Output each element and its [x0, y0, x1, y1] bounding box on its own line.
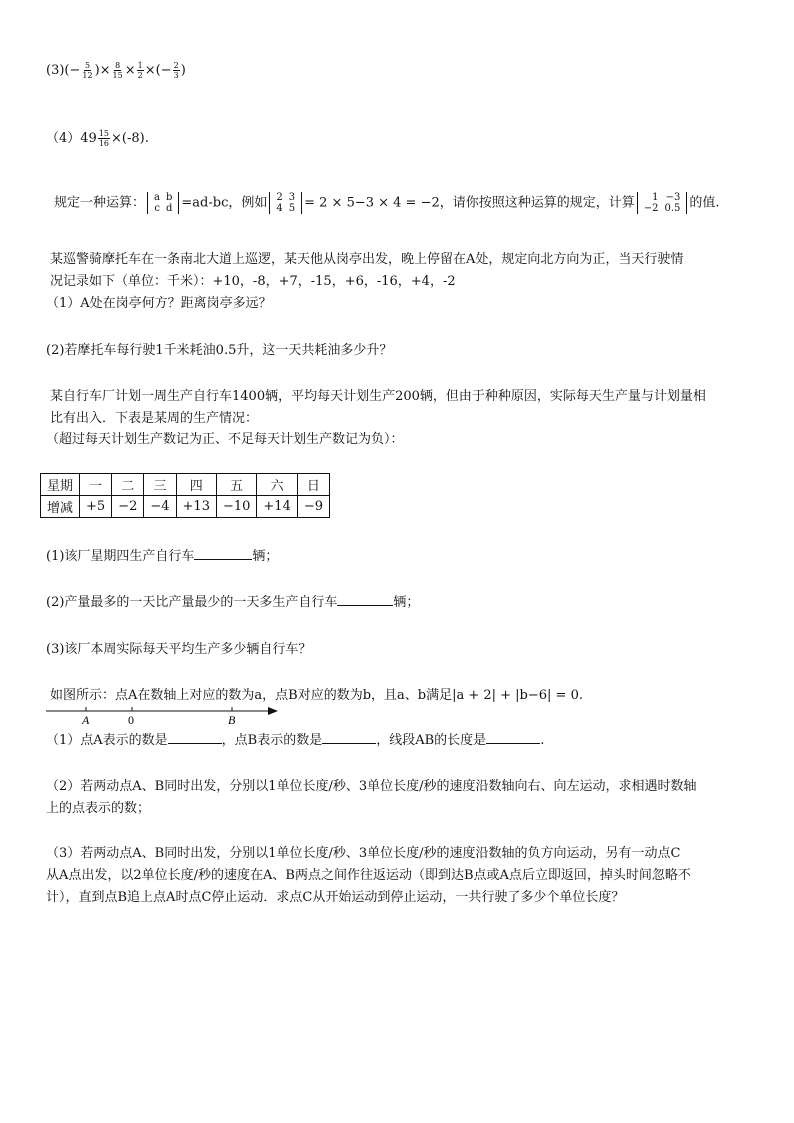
bike-question-1: (1)该厂星期四生产自行车 辆； — [46, 546, 748, 568]
table-cell: 六 — [257, 474, 297, 496]
label-origin: 0 — [128, 713, 134, 727]
question-3-expression — [46, 60, 748, 82]
table-cell: 五 — [216, 474, 256, 496]
numberline-q2-line-1: （2）若两动点A、B同时出发，分别以1单位长度/秒、3单位长度/秒的速度沿数轴向右、向左运动，求相遇时数轴 — [46, 779, 697, 794]
problem-text: 的值. — [689, 195, 720, 211]
answer-blank[interactable] — [194, 546, 252, 560]
table-cell: 增减 — [41, 496, 80, 518]
problem-text: =ad-bc，例如 — [181, 195, 268, 211]
answer-blank[interactable] — [337, 592, 393, 606]
answer-blank[interactable] — [486, 730, 540, 744]
table-cell: +5 — [80, 496, 112, 518]
answer-blank[interactable] — [322, 730, 376, 744]
problem-text: 规定一种运算： — [54, 195, 146, 211]
fraction: $\frac{2}{3}$ — [173, 61, 179, 80]
label-b: B — [228, 713, 236, 727]
determinant-question: 1 −2 −3 0.5 — [637, 192, 688, 214]
determinant-problem — [54, 192, 748, 215]
answer-blank[interactable] — [168, 730, 222, 744]
question-4-expression — [46, 128, 748, 150]
patrol-line-2: 况记录如下（单位：千米）：+10，-8，+7，-15，+6，-16，+4，-2 — [50, 274, 456, 289]
expr-text: )× — [94, 63, 111, 78]
label-a: A — [82, 713, 90, 727]
numberline-q2-line-2: 上的点表示的数； — [46, 801, 151, 816]
fraction: $\frac{8}{15}$ — [112, 61, 123, 80]
table-cell: −4 — [144, 496, 176, 518]
bike-line-1: 某自行车厂计划一周生产自行车1400辆，平均每天计划生产200辆，但由于种种原因，实际每天生产量与计划量相 — [50, 389, 706, 404]
table-cell: −9 — [297, 496, 329, 518]
bike-question-3: (3)该厂本周实际每天平均生产多少辆自行车？ — [46, 642, 312, 657]
expr-text: ) — [180, 63, 186, 78]
table-cell: 日 — [297, 474, 329, 496]
table-cell: +14 — [257, 496, 297, 518]
number-line-diagram — [46, 702, 286, 728]
table-header-row — [41, 474, 330, 496]
patrol-question-2: (2)若摩托车每行驶1千米耗油0.5升，这一天共耗油多少升？ — [46, 343, 393, 358]
expr-text: ×(− — [144, 63, 172, 78]
table-cell: +13 — [176, 496, 216, 518]
determinant-definition: a c b d — [147, 192, 179, 214]
fraction: $\frac{5}{12}$ — [82, 61, 93, 80]
table-row — [41, 496, 330, 518]
expr-text: (3)(− — [46, 63, 81, 78]
table-cell: −10 — [216, 496, 256, 518]
expr-text: （4）49 — [46, 131, 97, 146]
table-cell: 四 — [176, 474, 216, 496]
table-cell: 三 — [144, 474, 176, 496]
bike-line-2: 比有出入．下表是某周的生产情况： — [50, 411, 259, 426]
determinant-example: 2 4 3 5 — [269, 192, 302, 214]
numberline-q3-line-2: 从A点出发，以2单位长度/秒的速度在A、B两点之间作往返运动（即到达B点或A点后立即返回，掉头时间忽略不 — [46, 868, 691, 883]
bike-line-3: （超过每天计划生产数记为正、不足每天计划生产数记为负）： — [46, 432, 404, 447]
table-cell: 星期 — [41, 474, 80, 496]
expr-text: ×(-8). — [111, 131, 149, 146]
table-cell: 二 — [112, 474, 144, 496]
expr-text: × — [124, 63, 136, 78]
patrol-line-1: 某巡警骑摩托车在一条南北大道上巡逻，某天他从岗亭出发，晚上停留在A处，规定向北方向为正，当天行驶情 — [50, 252, 684, 267]
bike-question-2: (2)产量最多的一天比产量最少的一天多生产自行车 辆； — [46, 592, 748, 614]
fraction: $\frac{15}{16}$ — [98, 129, 110, 148]
fraction: $\frac{1}{2}$ — [137, 61, 143, 80]
problem-text: = 2 × 5−3 × 4 = −2，请你按照这种运算的规定，计算 — [304, 195, 635, 211]
numberline-question-1: （1）点A表示的数是 ，点B表示的数是 ，线段AB的长度是 . — [46, 730, 748, 752]
patrol-question-1: （1）A处在岗亭何方？距离岗亭多远？ — [46, 296, 272, 311]
numberline-intro: 如图所示：点A在数轴上对应的数为a，点B对应的数为b，且a、b满足|a + 2| + |b−6| = 0. — [50, 688, 583, 703]
table-cell: 一 — [80, 474, 112, 496]
production-table — [40, 473, 330, 518]
numberline-q3-line-3: 计），直到点B追上点A时点C停止运动．求点C从开始运动到停止运动，一共行驶了多少个单位长度？ — [46, 890, 625, 905]
axis-arrow-icon — [268, 707, 278, 715]
table-cell: −2 — [112, 496, 144, 518]
numberline-q3-line-1: （3）若两动点A、B同时出发，分别以1单位长度/秒、3单位长度/秒的速度沿数轴的负方向运动，另有一动点C — [46, 846, 681, 861]
